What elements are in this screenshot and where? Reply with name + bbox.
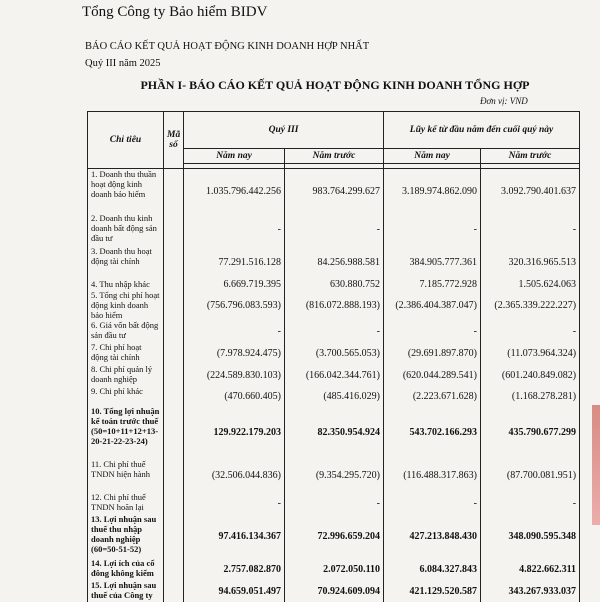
row-label: 10. Tổng lợi nhuận kế toán trước thuế (50=10+11+12+13-20-21-22-23-24) <box>88 406 164 459</box>
ytd-this-year-value: (2.386.404.387.047) <box>384 290 481 320</box>
table-row <box>88 213 580 246</box>
col-ytd: Lũy kế từ đầu năm đến cuối quý này <box>384 112 580 149</box>
quarter-this-year-value: 1.035.796.442.256 <box>184 169 285 214</box>
col-quarter: Quý III <box>184 112 384 149</box>
table-row <box>88 169 580 214</box>
ytd-this-year-value: 384.905.777.361 <box>384 246 481 279</box>
quarter-last-year-value: 84.256.988.581 <box>285 246 384 279</box>
company-name: Tổng Công ty Bảo hiểm BIDV <box>82 4 268 20</box>
ytd-last-year-value: (87.700.081.951) <box>481 459 580 492</box>
quarter-this-year-value: 77.291.516.128 <box>184 246 285 279</box>
ytd-last-year-value: 3.092.790.401.637 <box>481 169 580 214</box>
row-code <box>164 459 184 492</box>
table-row <box>88 364 580 386</box>
row-code <box>164 279 184 290</box>
table-row <box>88 406 580 459</box>
row-label: 9. Chi phí khác <box>88 386 164 406</box>
ytd-this-year-value: - <box>384 320 481 342</box>
row-label: 7. Chi phí hoạt động tài chính <box>88 342 164 364</box>
quarter-last-year-value: 630.880.752 <box>285 279 384 290</box>
col-ytd-this-year: Năm nay <box>384 149 481 164</box>
row-code <box>164 580 184 602</box>
quarter-last-year-value: - <box>285 492 384 514</box>
quarter-last-year-value: (485.416.029) <box>285 386 384 406</box>
row-label: 13. Lợi nhuận sau thuế thu nhập doanh nghiệp (60=50-51-52) <box>88 514 164 558</box>
row-code <box>164 342 184 364</box>
quarter-last-year-value: 2.072.050.110 <box>285 558 384 580</box>
col-code: Mã số <box>164 112 184 169</box>
quarter-last-year-value: 72.996.659.204 <box>285 514 384 558</box>
ytd-this-year-value: (29.691.897.870) <box>384 342 481 364</box>
row-code <box>164 169 184 214</box>
quarter-this-year-value: (756.796.083.593) <box>184 290 285 320</box>
quarter-this-year-value: 97.416.134.367 <box>184 514 285 558</box>
ytd-this-year-value: 543.702.166.293 <box>384 406 481 459</box>
row-code <box>164 386 184 406</box>
quarter-last-year-value: (816.072.888.193) <box>285 290 384 320</box>
red-stamp-edge <box>592 405 600 525</box>
row-code <box>164 406 184 459</box>
col-quarter-last-year: Năm trước <box>285 149 384 164</box>
row-label: 14. Lợi ích của cổ đông không kiểm <box>88 558 164 580</box>
quarter-last-year-value: 82.350.954.924 <box>285 406 384 459</box>
quarter-last-year-value: (166.042.344.761) <box>285 364 384 386</box>
row-label: 6. Giá vốn bất động sản đầu tư <box>88 320 164 342</box>
quarter-this-year-value: 6.669.719.395 <box>184 279 285 290</box>
ytd-last-year-value: 1.505.624.063 <box>481 279 580 290</box>
row-label: 15. Lợi nhuận sau thuế của Công ty <box>88 580 164 602</box>
ytd-last-year-value: (1.168.278.281) <box>481 386 580 406</box>
ytd-this-year-value: - <box>384 492 481 514</box>
row-label: 11. Chi phí thuế TNDN hiện hành <box>88 459 164 492</box>
ytd-this-year-value: 7.185.772.928 <box>384 279 481 290</box>
row-label: 5. Tổng chi phí hoạt động kinh doanh bảo hiểm <box>88 290 164 320</box>
income-statement-table <box>87 111 580 602</box>
table-row <box>88 580 580 602</box>
row-code <box>164 213 184 246</box>
quarter-last-year-value: (3.700.565.053) <box>285 342 384 364</box>
row-code <box>164 364 184 386</box>
report-period: Quý III năm 2025 <box>85 58 161 69</box>
ytd-this-year-value: 6.084.327.843 <box>384 558 481 580</box>
table-row <box>88 492 580 514</box>
ytd-last-year-value: - <box>481 213 580 246</box>
table-row <box>88 558 580 580</box>
ytd-last-year-value: 435.790.677.299 <box>481 406 580 459</box>
quarter-last-year-value: 70.924.609.094 <box>285 580 384 602</box>
report-title: BÁO CÁO KẾT QUẢ HOẠT ĐỘNG KINH DOANH HỢP NHẤT <box>85 41 370 52</box>
ytd-this-year-value: - <box>384 213 481 246</box>
ytd-last-year-value: 343.267.933.037 <box>481 580 580 602</box>
table-row <box>88 246 580 279</box>
table-row <box>88 279 580 290</box>
quarter-this-year-value: (32.506.044.836) <box>184 459 285 492</box>
quarter-this-year-value: - <box>184 213 285 246</box>
ytd-last-year-value: - <box>481 320 580 342</box>
table-row <box>88 342 580 364</box>
ytd-last-year-value: (601.240.849.082) <box>481 364 580 386</box>
row-label: 2. Doanh thu kinh doanh bất động sản đầu tư <box>88 213 164 246</box>
ytd-last-year-value: (11.073.964.324) <box>481 342 580 364</box>
quarter-this-year-value: (7.978.924.475) <box>184 342 285 364</box>
ytd-this-year-value: 427.213.848.430 <box>384 514 481 558</box>
ytd-last-year-value: 348.090.595.348 <box>481 514 580 558</box>
quarter-last-year-value: - <box>285 213 384 246</box>
ytd-this-year-value: (116.488.317.863) <box>384 459 481 492</box>
quarter-last-year-value: - <box>285 320 384 342</box>
quarter-this-year-value: - <box>184 492 285 514</box>
ytd-this-year-value: 421.129.520.587 <box>384 580 481 602</box>
col-indicator: Chỉ tiêu <box>88 112 164 169</box>
ytd-this-year-value: (620.044.289.541) <box>384 364 481 386</box>
table-row <box>88 320 580 342</box>
ytd-last-year-value: - <box>481 492 580 514</box>
row-code <box>164 290 184 320</box>
row-code <box>164 558 184 580</box>
ytd-last-year-value: 4.822.662.311 <box>481 558 580 580</box>
quarter-this-year-value: 94.659.051.497 <box>184 580 285 602</box>
ytd-this-year-value: (2.223.671.628) <box>384 386 481 406</box>
table-row <box>88 386 580 406</box>
quarter-this-year-value: (470.660.405) <box>184 386 285 406</box>
row-code <box>164 320 184 342</box>
quarter-this-year-value: (224.589.830.103) <box>184 364 285 386</box>
quarter-this-year-value: 2.757.082.870 <box>184 558 285 580</box>
quarter-this-year-value: - <box>184 320 285 342</box>
quarter-last-year-value: (9.354.295.720) <box>285 459 384 492</box>
table-row <box>88 459 580 492</box>
table-row <box>88 514 580 558</box>
row-label: 1. Doanh thu thuần hoạt động kinh doanh bảo hiểm <box>88 169 164 214</box>
col-ytd-last-year: Năm trước <box>481 149 580 164</box>
col-quarter-this-year: Năm nay <box>184 149 285 164</box>
currency-unit: Đơn vị: VND <box>480 96 528 106</box>
ytd-this-year-value: 3.189.974.862.090 <box>384 169 481 214</box>
quarter-this-year-value: 129.922.179.203 <box>184 406 285 459</box>
row-code <box>164 492 184 514</box>
row-code <box>164 514 184 558</box>
part-title: PHẦN I- BÁO CÁO KẾT QUẢ HOẠT ĐỘNG KINH DOANH TỔNG HỢP <box>140 78 530 92</box>
row-label: 8. Chi phí quản lý doanh nghiệp <box>88 364 164 386</box>
quarter-last-year-value: 983.764.299.627 <box>285 169 384 214</box>
row-label: 4. Thu nhập khác <box>88 279 164 290</box>
row-label: 3. Doanh thu hoạt động tài chính <box>88 246 164 279</box>
row-label: 12. Chi phí thuế TNDN hoãn lại <box>88 492 164 514</box>
ytd-last-year-value: 320.316.965.513 <box>481 246 580 279</box>
table-row <box>88 290 580 320</box>
ytd-last-year-value: (2.365.339.222.227) <box>481 290 580 320</box>
row-code <box>164 246 184 279</box>
